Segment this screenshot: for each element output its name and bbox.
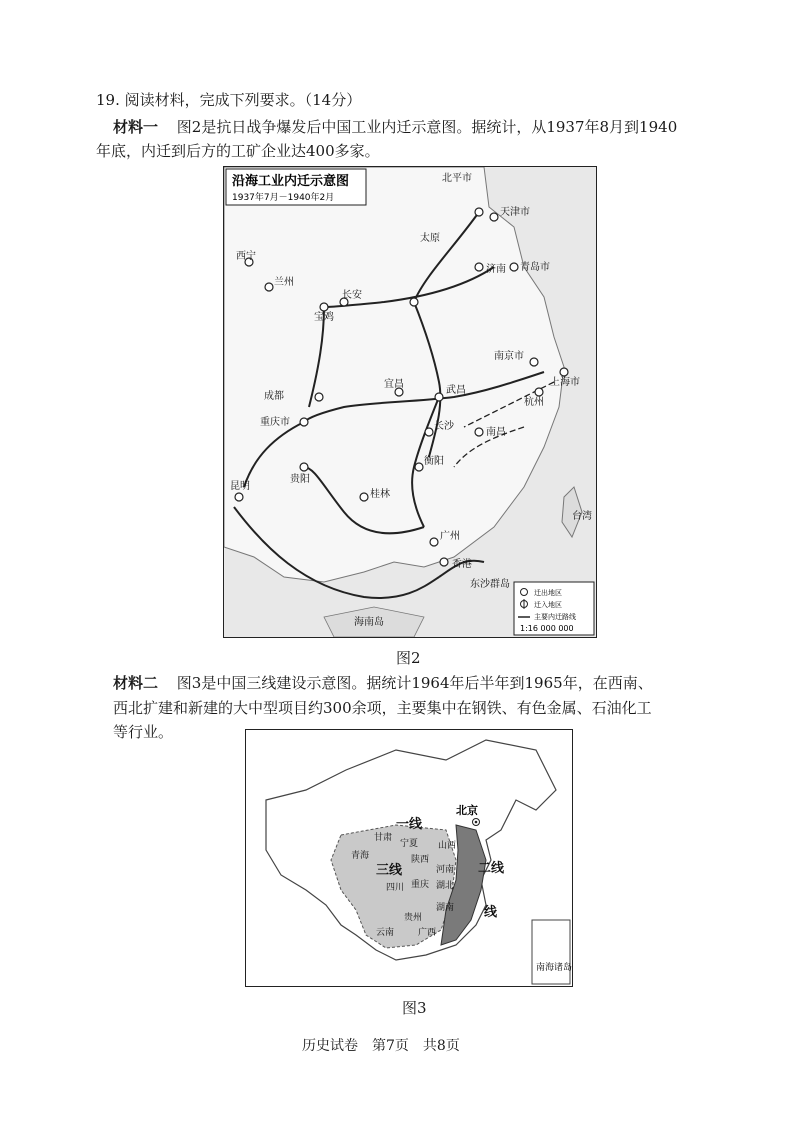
fig3-yunnan: 云南 [376, 928, 395, 938]
fig3-inset-label: 南海诸岛 [536, 963, 572, 973]
figure2-caption: 图2 [396, 649, 421, 667]
fig3-qinghai: 青海 [351, 851, 370, 861]
fig2-beijing: 北平市 [442, 173, 472, 184]
fig3-hubei: 湖北 [436, 881, 455, 891]
fig2-jinan: 济南 [486, 264, 506, 275]
fig2-qingdao: 青岛市 [520, 262, 550, 273]
fig2-guilin: 桂林 [370, 489, 390, 500]
material2-text1: 图3是中国三线建设示意图。据统计1964年后半年到1965年，在西南、 [176, 674, 653, 692]
fig2-legend-route: 主要内迁路线 [534, 613, 576, 621]
fig2-guiyang: 贵阳 [290, 474, 310, 485]
fig3-guizhou: 贵州 [404, 913, 423, 923]
fig2-taiwan: 台湾 [572, 511, 592, 522]
fig2-subtitle: 1937年7月－1940年2月 [232, 193, 335, 203]
fig3-henan: 河南 [436, 865, 455, 875]
fig3-sichuan: 四川 [386, 883, 405, 893]
fig2-legend-out: 迁出地区 [534, 589, 562, 597]
fig3-shaanxi: 陕西 [411, 855, 430, 865]
figure3-svg [246, 730, 572, 986]
fig3-line-word: 线 [484, 905, 498, 920]
fig2-nanjing: 南京市 [494, 351, 524, 362]
fig2-kunming: 昆明 [230, 481, 250, 492]
question-header: 19. 阅读材料，完成下列要求。（14分） [96, 91, 362, 109]
fig2-shanghai: 上海市 [550, 377, 580, 388]
fig2-dongsha: 东沙群岛 [470, 579, 510, 590]
fig2-changsha: 长沙 [434, 421, 454, 432]
fig2-yichang: 宜昌 [384, 379, 404, 390]
figure3-caption: 图3 [402, 999, 427, 1017]
fig2-hangzhou: 杭州 [524, 397, 544, 408]
material1-text1: 图2是抗日战争爆发后中国工业内迁示意图。据统计，从1937年8月到1940 [176, 118, 678, 136]
material2-line2: 西北扩建和新建的大中型项目约300余项，主要集中在钢铁、有色金属、石油化工 [113, 699, 652, 717]
fig2-hainan: 海南岛 [354, 617, 384, 628]
fig3-line1: 一线 [396, 817, 423, 832]
material2-line1 [113, 673, 653, 693]
fig2-scale: 1:16 000 000 [520, 624, 574, 633]
figure2-map [223, 166, 597, 638]
material2-label: 材料二 [113, 674, 159, 692]
material1-line1 [113, 117, 677, 137]
material2-line3: 等行业。 [113, 723, 174, 741]
figure3-map [245, 729, 573, 987]
fig3-guangxi: 广西 [418, 928, 437, 938]
fig2-taiyuan: 太原 [420, 233, 440, 244]
fig2-tianjin: 天津市 [500, 207, 530, 218]
fig2-baoji: 宝鸡 [314, 312, 334, 323]
fig3-line3: 三线 [376, 863, 403, 878]
fig2-chongqing: 重庆市 [260, 417, 290, 428]
fig3-line2: 二线 [478, 861, 505, 876]
fig2-legend-in: 迁入地区 [534, 601, 562, 609]
fig2-title: 沿海工业内迁示意图 [232, 174, 350, 189]
fig2-xian: 长安 [342, 290, 362, 301]
fig2-hongkong: 香港 [452, 559, 472, 570]
fig2-wuhan: 武昌 [446, 385, 466, 396]
figure2-svg [224, 167, 596, 637]
page-footer: 历史试卷 第7页 共8页 [302, 1038, 460, 1054]
fig3-beijing: 北京 [456, 804, 478, 817]
fig3-ningxia: 宁夏 [400, 839, 419, 849]
fig3-hunan: 湖南 [436, 903, 455, 913]
material1-label: 材料一 [113, 118, 159, 136]
fig2-hengyang: 衡阳 [424, 456, 444, 467]
fig2-chengdu: 成都 [264, 391, 284, 402]
fig2-nanchang: 南昌 [486, 427, 506, 438]
fig3-chongqing: 重庆 [411, 880, 430, 890]
material1-line2: 年底，内迁到后方的工矿企业达400多家。 [96, 142, 380, 160]
fig3-shanxi: 山西 [438, 841, 457, 851]
fig2-guangzhou: 广州 [440, 531, 460, 542]
fig2-xining: 西宁 [236, 251, 256, 262]
fig2-lanzhou: 兰州 [274, 277, 294, 288]
fig3-gansu: 甘肃 [374, 833, 393, 843]
